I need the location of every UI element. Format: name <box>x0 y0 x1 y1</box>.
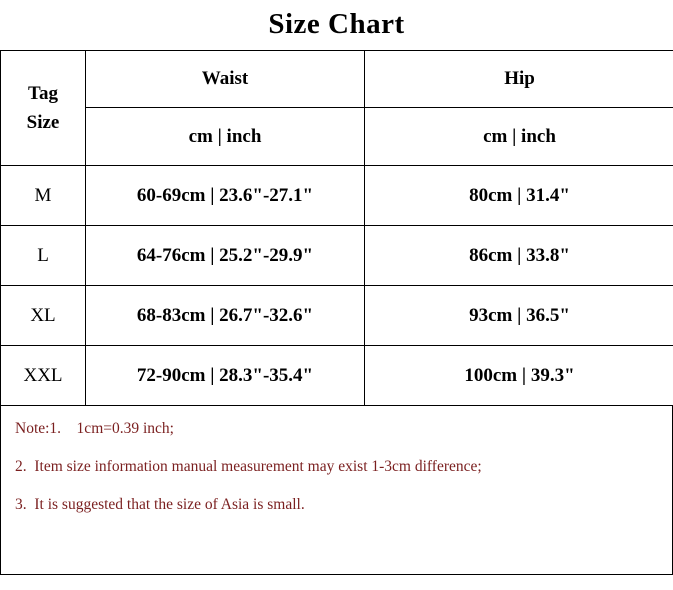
notes-section <box>0 406 673 575</box>
row-waist-value: 68-83cm | 26.7"-32.6" <box>86 286 365 346</box>
tag-header-line1: Tag <box>28 82 58 104</box>
column-unit-waist: cm | inch <box>86 108 365 166</box>
page-title: Size Chart <box>268 8 405 40</box>
row-size-label: XXL <box>1 346 86 406</box>
table-row <box>1 346 673 406</box>
row-size-label: XL <box>1 286 86 346</box>
column-unit-hip: cm | inch <box>365 108 673 166</box>
table-row <box>1 166 673 226</box>
tag-header-line2: Size <box>26 112 60 133</box>
row-hip-value: 86cm | 33.8" <box>365 226 673 286</box>
row-hip-value: 93cm | 36.5" <box>365 286 673 346</box>
tag-size-header <box>1 51 86 166</box>
row-waist-value: 72-90cm | 28.3"-35.4" <box>86 346 365 406</box>
note-line-1: Note:1. 1cm=0.39 inch; <box>15 420 174 437</box>
table-unit-row <box>1 108 673 166</box>
table-row <box>1 286 673 346</box>
table-header-row <box>1 51 673 108</box>
size-chart-table <box>0 50 673 406</box>
column-header-waist: Waist <box>86 51 365 108</box>
note-line-2: 2. Item size information manual measurement may exist 1-3cm difference; <box>15 458 482 475</box>
row-waist-value: 64-76cm | 25.2"-29.9" <box>86 226 365 286</box>
note-line-3: 3. It is suggested that the size of Asia is small. <box>15 496 305 513</box>
row-waist-value: 60-69cm | 23.6"-27.1" <box>86 166 365 226</box>
row-size-label: L <box>1 226 86 286</box>
row-hip-value: 100cm | 39.3" <box>365 346 673 406</box>
row-size-label: M <box>1 166 86 226</box>
row-hip-value: 80cm | 31.4" <box>365 166 673 226</box>
table-row <box>1 226 673 286</box>
column-header-hip: Hip <box>365 51 673 108</box>
